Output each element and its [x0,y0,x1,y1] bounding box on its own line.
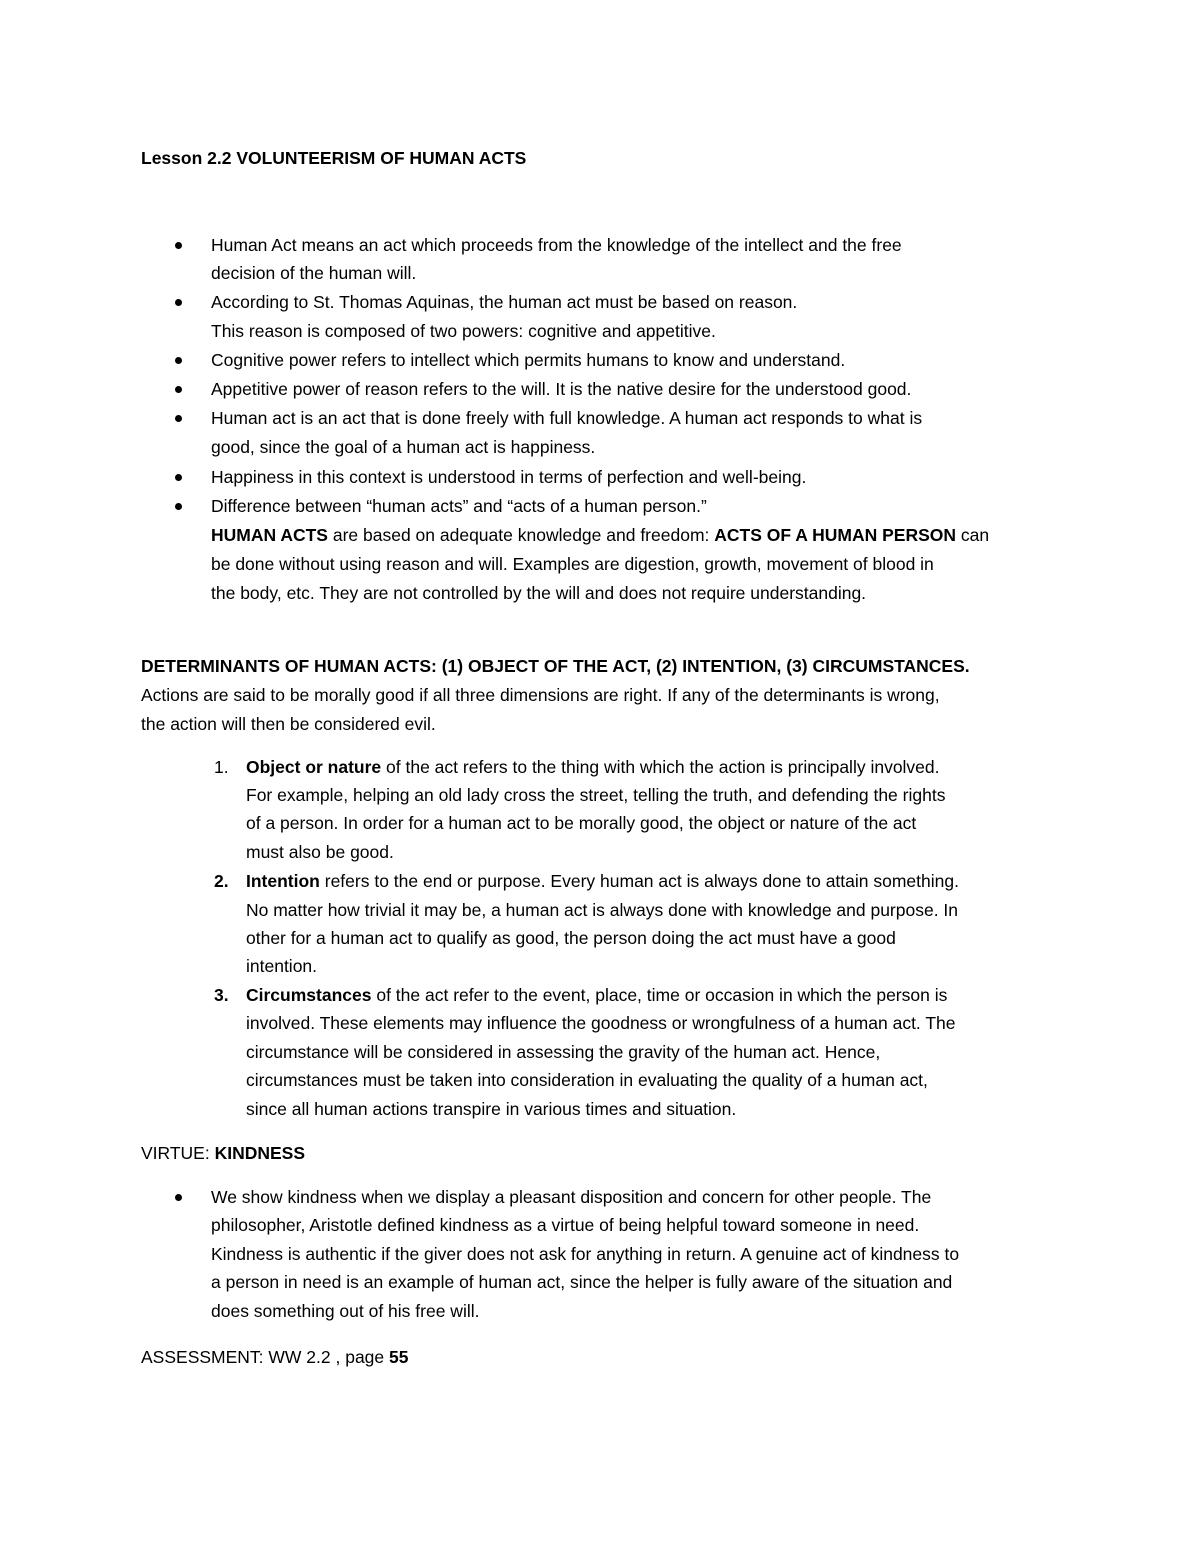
list-item: Intention refers to the end or purpose. Every human act is always done to attain something. [246,871,959,891]
list-item-continuation: philosopher, Aristotle defined kindness as a virtue of being helpful toward someone in need. [211,1215,920,1235]
bullet-icon [175,299,182,306]
list-number: 3. [214,985,229,1005]
list-item-continuation: For example, helping an old lady cross the street, telling the truth, and defending the rights [246,785,946,805]
bullet-icon [175,1194,182,1201]
list-item-continuation: must also be good. [246,842,394,862]
list-item-continuation: does something out of his free will. [211,1301,480,1321]
list-item-continuation: of a person. In order for a human act to be morally good, the object or nature of the act [246,813,917,833]
bullet-icon [175,415,182,422]
list-item-continuation: a person in need is an example of human act, since the helper is fully aware of the situation and [211,1272,953,1292]
lesson-title: Lesson 2.2 VOLUNTEERISM OF HUMAN ACTS [141,148,527,168]
list-item-continuation: This reason is composed of two powers: cognitive and appetitive. [211,321,716,341]
list-item: Circumstances of the act refer to the event, place, time or occasion in which the person is [246,985,948,1005]
list-item-continuation: be done without using reason and will. Examples are digestion, growth, movement of blood in [211,554,934,574]
bullet-icon [175,242,182,249]
list-item: Object or nature of the act refers to the thing with which the action is principally involved. [246,757,940,777]
paragraph: the action will then be considered evil. [141,714,436,734]
list-item-continuation: since all human actions transpire in various times and situation. [246,1099,737,1119]
list-item-continuation: decision of the human will. [211,263,417,283]
list-item: Happiness in this context is understood in terms of perfection and well-being. [211,467,807,487]
list-item: According to St. Thomas Aquinas, the human act must be based on reason. [211,292,798,312]
paragraph: Actions are said to be morally good if all three dimensions are right. If any of the determinants is wrong, [141,685,940,705]
list-item-continuation: the body, etc. They are not controlled by the will and does not require understanding. [211,583,867,603]
determinants-heading: DETERMINANTS OF HUMAN ACTS: (1) OBJECT OF THE ACT, (2) INTENTION, (3) CIRCUMSTANCES. [141,656,970,676]
list-item: Human act is an act that is done freely with full knowledge. A human act responds to what is [211,408,923,428]
assessment-line: ASSESSMENT: WW 2.2 , page 55 [141,1347,409,1367]
bullet-icon [175,474,182,481]
list-item: We show kindness when we display a pleasant disposition and concern for other people. The [211,1187,932,1207]
list-item-continuation: involved. These elements may influence the goodness or wrongfulness of a human act. The [246,1013,956,1033]
virtue-heading: VIRTUE: KINDNESS [141,1143,306,1163]
list-item-continuation: Kindness is authentic if the giver does not ask for anything in return. A genuine act of kindness to [211,1244,960,1264]
list-item-continuation: intention. [246,956,318,976]
list-number: 1. [214,757,229,777]
list-item-continuation: No matter how trivial it may be, a human act is always done with knowledge and purpose. In [246,900,959,920]
list-number: 2. [214,871,229,891]
list-item: Human Act means an act which proceeds from the knowledge of the intellect and the free [211,235,902,255]
list-item-continuation: good, since the goal of a human act is happiness. [211,437,596,457]
list-item-continuation: circumstances must be taken into consideration in evaluating the quality of a human act, [246,1070,928,1090]
list-item-continuation: HUMAN ACTS are based on adequate knowledge and freedom: ACTS OF A HUMAN PERSON can [211,525,990,545]
list-item: Difference between “human acts” and “acts of a human person.” [211,496,707,516]
list-item: Cognitive power refers to intellect which permits humans to know and understand. [211,350,846,370]
bullet-icon [175,503,182,510]
bullet-icon [175,357,182,364]
bullet-icon [175,386,182,393]
list-item-continuation: other for a human act to qualify as good, the person doing the act must have a good [246,928,896,948]
list-item: Appetitive power of reason refers to the will. It is the native desire for the understood good. [211,379,912,399]
list-item-continuation: circumstance will be considered in assessing the gravity of the human act. Hence, [246,1042,881,1062]
